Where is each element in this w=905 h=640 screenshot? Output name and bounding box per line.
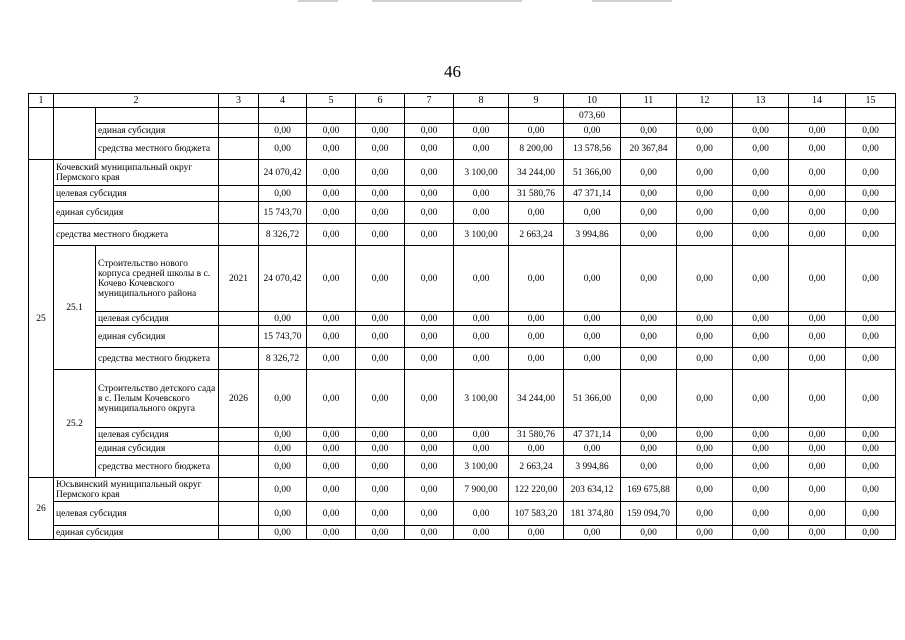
value-cell: 0,00 — [846, 526, 896, 540]
value-cell: 0,00 — [733, 456, 789, 478]
value-cell: 31 580,76 — [509, 186, 564, 202]
value-cell: 0,00 — [733, 442, 789, 456]
sub-number-cell — [54, 108, 96, 160]
empty-cell — [259, 108, 307, 124]
value-cell: 0,00 — [789, 428, 846, 442]
value-cell: 0,00 — [846, 326, 896, 348]
value-cell: 0,00 — [356, 442, 405, 456]
year-cell — [219, 428, 259, 442]
year-cell: 2021 — [219, 246, 259, 312]
value-cell: 0,00 — [677, 502, 733, 526]
value-cell: 0,00 — [356, 456, 405, 478]
value-cell: 3 100,00 — [454, 160, 509, 186]
column-header: 5 — [307, 94, 356, 108]
value-cell: 0,00 — [454, 502, 509, 526]
year-cell — [219, 326, 259, 348]
table-row — [29, 224, 896, 246]
value-cell: 0,00 — [454, 202, 509, 224]
value-cell: 0,00 — [454, 326, 509, 348]
value-cell: 0,00 — [564, 348, 621, 370]
value-cell: 0,00 — [259, 526, 307, 540]
value-cell: 0,00 — [356, 326, 405, 348]
empty-cell — [677, 108, 733, 124]
table-row — [29, 456, 896, 478]
value-cell: 0,00 — [307, 502, 356, 526]
value-cell: 0,00 — [307, 312, 356, 326]
value-cell: 0,00 — [677, 478, 733, 502]
value-cell: 0,00 — [677, 326, 733, 348]
value-cell: 0,00 — [677, 224, 733, 246]
table-row — [29, 526, 896, 540]
funding-label: целевая субсидия — [96, 312, 219, 326]
funding-label: единая субсидия — [96, 124, 219, 138]
year-cell — [219, 312, 259, 326]
funding-label: средства местного бюджета — [96, 348, 219, 370]
column-header: 8 — [454, 94, 509, 108]
value-cell: 0,00 — [789, 348, 846, 370]
table-row — [29, 348, 896, 370]
value-cell: 0,00 — [621, 370, 677, 428]
value-cell: 0,00 — [846, 246, 896, 312]
funding-label: единая субсидия — [54, 526, 219, 540]
value-cell: 15 743,70 — [259, 326, 307, 348]
column-header: 2 — [54, 94, 219, 108]
column-header: 14 — [789, 94, 846, 108]
value-cell: 0,00 — [454, 138, 509, 160]
year-cell — [219, 138, 259, 160]
value-cell: 0,00 — [621, 160, 677, 186]
year-cell — [219, 186, 259, 202]
object-name: Строительство нового корпуса средней школы в с. Кочево Кочевского муниципального района — [96, 246, 219, 312]
table-row — [29, 442, 896, 456]
sub-number-cell: 25.1 — [54, 246, 96, 370]
value-cell: 0,00 — [846, 202, 896, 224]
value-cell: 0,00 — [454, 526, 509, 540]
year-cell — [219, 160, 259, 186]
value-cell: 0,00 — [405, 186, 454, 202]
scan-edge-line — [372, 0, 522, 2]
value-cell: 0,00 — [509, 246, 564, 312]
value-cell: 0,00 — [307, 138, 356, 160]
value-cell: 107 583,20 — [509, 502, 564, 526]
value-cell: 0,00 — [307, 478, 356, 502]
value-cell: 0,00 — [846, 370, 896, 428]
funding-label: целевая субсидия — [96, 428, 219, 442]
value-cell: 0,00 — [356, 246, 405, 312]
budget-table — [28, 93, 896, 540]
scan-edge-line — [298, 0, 338, 2]
value-cell: 0,00 — [509, 202, 564, 224]
value-cell: 0,00 — [677, 442, 733, 456]
value-cell: 0,00 — [509, 526, 564, 540]
year-cell: 2026 — [219, 370, 259, 428]
value-cell: 8 326,72 — [259, 348, 307, 370]
value-cell: 0,00 — [307, 124, 356, 138]
municipality-name: Юсьвинский муниципальный округ Пермского края — [54, 478, 219, 502]
value-cell: 0,00 — [259, 442, 307, 456]
table-row — [29, 428, 896, 442]
value-cell: 2 663,24 — [509, 456, 564, 478]
column-header: 7 — [405, 94, 454, 108]
value-cell: 0,00 — [789, 478, 846, 502]
empty-cell — [219, 108, 259, 124]
value-cell: 0,00 — [307, 456, 356, 478]
funding-label: средства местного бюджета — [96, 138, 219, 160]
table-row — [29, 370, 896, 428]
funding-label: единая субсидия — [96, 442, 219, 456]
funding-label: единая субсидия — [54, 202, 219, 224]
value-cell: 0,00 — [307, 526, 356, 540]
value-cell: 0,00 — [259, 428, 307, 442]
value-cell: 0,00 — [733, 370, 789, 428]
value-cell: 0,00 — [621, 124, 677, 138]
year-cell — [219, 348, 259, 370]
column-header: 4 — [259, 94, 307, 108]
value-cell: 24 070,42 — [259, 246, 307, 312]
value-cell: 0,00 — [259, 124, 307, 138]
value-cell: 0,00 — [733, 428, 789, 442]
table-row — [29, 160, 896, 186]
value-cell: 0,00 — [677, 428, 733, 442]
value-cell: 0,00 — [307, 370, 356, 428]
value-cell: 0,00 — [846, 312, 896, 326]
value-cell: 0,00 — [677, 246, 733, 312]
table-row — [29, 478, 896, 502]
value-cell: 3 994,86 — [564, 224, 621, 246]
empty-cell — [307, 108, 356, 124]
value-cell: 3 100,00 — [454, 456, 509, 478]
table-row — [29, 246, 896, 312]
value-cell: 0,00 — [509, 312, 564, 326]
value-cell: 0,00 — [789, 312, 846, 326]
year-cell — [219, 224, 259, 246]
value-cell: 0,00 — [405, 138, 454, 160]
value-cell: 0,00 — [789, 160, 846, 186]
value-cell: 0,00 — [564, 526, 621, 540]
value-cell: 0,00 — [846, 502, 896, 526]
value-cell: 0,00 — [356, 478, 405, 502]
value-cell: 0,00 — [356, 202, 405, 224]
value-cell: 0,00 — [789, 456, 846, 478]
value-cell: 0,00 — [405, 202, 454, 224]
value-cell: 51 366,00 — [564, 160, 621, 186]
value-cell: 0,00 — [454, 348, 509, 370]
value-cell: 0,00 — [789, 186, 846, 202]
value-cell: 0,00 — [621, 348, 677, 370]
value-cell: 0,00 — [356, 186, 405, 202]
value-cell: 0,00 — [677, 456, 733, 478]
funding-label: целевая субсидия — [54, 186, 219, 202]
value-cell: 0,00 — [846, 224, 896, 246]
value-cell: 0,00 — [621, 428, 677, 442]
value-cell: 0,00 — [677, 160, 733, 186]
value-cell: 0,00 — [509, 326, 564, 348]
value-cell: 0,00 — [677, 138, 733, 160]
value-cell: 31 580,76 — [509, 428, 564, 442]
value-cell: 0,00 — [259, 138, 307, 160]
column-header: 10 — [564, 94, 621, 108]
value-cell: 0,00 — [733, 224, 789, 246]
value-cell: 0,00 — [356, 124, 405, 138]
value-cell: 0,00 — [454, 312, 509, 326]
value-cell: 0,00 — [846, 138, 896, 160]
value-cell: 0,00 — [677, 348, 733, 370]
value-cell: 0,00 — [356, 138, 405, 160]
value-cell: 0,00 — [789, 202, 846, 224]
year-cell — [219, 526, 259, 540]
value-cell: 0,00 — [259, 502, 307, 526]
table-row — [29, 312, 896, 326]
value-cell: 0,00 — [405, 312, 454, 326]
value-cell: 0,00 — [356, 428, 405, 442]
value-cell: 0,00 — [733, 312, 789, 326]
value-cell: 0,00 — [621, 526, 677, 540]
row-number-cell: 25 — [29, 160, 54, 478]
value-cell: 20 367,84 — [621, 138, 677, 160]
column-header: 1 — [29, 94, 54, 108]
empty-cell — [789, 108, 846, 124]
funding-label: средства местного бюджета — [54, 224, 219, 246]
value-cell: 0,00 — [621, 224, 677, 246]
value-cell: 0,00 — [307, 442, 356, 456]
value-cell: 0,00 — [621, 202, 677, 224]
empty-cell — [509, 108, 564, 124]
empty-cell — [846, 108, 896, 124]
value-cell: 0,00 — [677, 202, 733, 224]
value-cell: 0,00 — [564, 326, 621, 348]
value-cell: 0,00 — [405, 326, 454, 348]
value-cell: 0,00 — [405, 348, 454, 370]
value-cell: 0,00 — [789, 370, 846, 428]
column-header: 9 — [509, 94, 564, 108]
value-cell: 0,00 — [454, 246, 509, 312]
value-cell: 0,00 — [405, 428, 454, 442]
value-cell: 0,00 — [405, 456, 454, 478]
column-header: 3 — [219, 94, 259, 108]
value-cell: 3 100,00 — [454, 224, 509, 246]
value-cell: 15 743,70 — [259, 202, 307, 224]
value-cell: 0,00 — [733, 124, 789, 138]
value-cell: 0,00 — [621, 442, 677, 456]
value-cell: 0,00 — [405, 442, 454, 456]
value-cell: 0,00 — [307, 186, 356, 202]
funding-label: целевая субсидия — [54, 502, 219, 526]
value-cell: 0,00 — [846, 428, 896, 442]
value-cell: 0,00 — [733, 526, 789, 540]
value-cell: 0,00 — [846, 478, 896, 502]
value-cell: 0,00 — [846, 186, 896, 202]
value-cell: 0,00 — [454, 442, 509, 456]
value-cell: 24 070,42 — [259, 160, 307, 186]
table-row — [29, 138, 896, 160]
value-cell: 0,00 — [405, 224, 454, 246]
empty-cell — [405, 108, 454, 124]
value-cell: 0,00 — [677, 186, 733, 202]
year-cell — [219, 202, 259, 224]
value-cell: 203 634,12 — [564, 478, 621, 502]
value-cell: 0,00 — [677, 124, 733, 138]
value-cell: 0,00 — [564, 246, 621, 312]
value-cell: 181 374,80 — [564, 502, 621, 526]
year-cell — [219, 478, 259, 502]
value-cell: 169 675,88 — [621, 478, 677, 502]
empty-cell — [356, 108, 405, 124]
value-cell: 0,00 — [733, 186, 789, 202]
value-cell: 0,00 — [356, 348, 405, 370]
value-cell: 0,00 — [259, 312, 307, 326]
value-cell: 0,00 — [454, 428, 509, 442]
value-cell: 0,00 — [405, 124, 454, 138]
value-cell: 0,00 — [733, 202, 789, 224]
value-cell: 0,00 — [307, 246, 356, 312]
value-cell: 0,00 — [733, 502, 789, 526]
value-cell: 0,00 — [733, 246, 789, 312]
value-cell: 0,00 — [509, 442, 564, 456]
value-cell: 0,00 — [846, 124, 896, 138]
year-cell — [219, 124, 259, 138]
value-cell: 0,00 — [789, 138, 846, 160]
column-header: 15 — [846, 94, 896, 108]
value-cell: 8 326,72 — [259, 224, 307, 246]
empty-cell — [621, 108, 677, 124]
value-cell: 0,00 — [307, 348, 356, 370]
value-cell: 3 994,86 — [564, 456, 621, 478]
value-cell: 47 371,14 — [564, 428, 621, 442]
value-cell: 0,00 — [509, 124, 564, 138]
value-cell: 0,00 — [356, 312, 405, 326]
value-cell: 0,00 — [846, 442, 896, 456]
value-cell: 0,00 — [307, 160, 356, 186]
value-cell: 0,00 — [564, 312, 621, 326]
value-cell: 0,00 — [259, 186, 307, 202]
value-cell: 073,60 — [564, 108, 621, 124]
value-cell: 0,00 — [733, 478, 789, 502]
value-cell: 0,00 — [789, 224, 846, 246]
value-cell: 0,00 — [307, 224, 356, 246]
value-cell: 0,00 — [789, 124, 846, 138]
value-cell: 0,00 — [405, 246, 454, 312]
funding-label: единая субсидия — [96, 326, 219, 348]
value-cell: 159 094,70 — [621, 502, 677, 526]
value-cell: 0,00 — [259, 478, 307, 502]
table-row — [29, 202, 896, 224]
value-cell: 0,00 — [621, 186, 677, 202]
value-cell: 0,00 — [405, 370, 454, 428]
header-row — [29, 94, 896, 108]
value-cell: 0,00 — [405, 160, 454, 186]
value-cell: 0,00 — [846, 160, 896, 186]
year-cell — [219, 442, 259, 456]
value-cell: 0,00 — [564, 124, 621, 138]
value-cell: 51 366,00 — [564, 370, 621, 428]
value-cell: 0,00 — [789, 502, 846, 526]
value-cell: 0,00 — [621, 312, 677, 326]
funding-label: средства местного бюджета — [96, 456, 219, 478]
value-cell: 0,00 — [733, 348, 789, 370]
row-number-cell — [29, 108, 54, 160]
value-cell: 0,00 — [405, 478, 454, 502]
row-number-cell: 26 — [29, 478, 54, 540]
value-cell: 0,00 — [356, 224, 405, 246]
sub-number-cell: 25.2 — [54, 370, 96, 478]
value-cell: 0,00 — [621, 456, 677, 478]
municipality-name: Кочевский муниципальный округ Пермского края — [54, 160, 219, 186]
value-cell: 0,00 — [307, 428, 356, 442]
value-cell: 0,00 — [789, 326, 846, 348]
value-cell: 7 900,00 — [454, 478, 509, 502]
value-cell: 122 220,00 — [509, 478, 564, 502]
value-cell: 0,00 — [789, 526, 846, 540]
value-cell: 0,00 — [454, 124, 509, 138]
value-cell: 0,00 — [677, 312, 733, 326]
table-row — [29, 124, 896, 138]
value-cell: 0,00 — [564, 202, 621, 224]
value-cell: 8 200,00 — [509, 138, 564, 160]
value-cell: 0,00 — [356, 370, 405, 428]
value-cell: 0,00 — [307, 326, 356, 348]
table-row — [29, 326, 896, 348]
table-row — [29, 108, 896, 124]
value-cell: 3 100,00 — [454, 370, 509, 428]
value-cell: 13 578,56 — [564, 138, 621, 160]
value-cell: 0,00 — [621, 326, 677, 348]
value-cell: 0,00 — [259, 456, 307, 478]
table-row — [29, 186, 896, 202]
empty-cell — [454, 108, 509, 124]
value-cell: 0,00 — [677, 370, 733, 428]
value-cell: 0,00 — [733, 160, 789, 186]
value-cell: 0,00 — [733, 326, 789, 348]
empty-cell — [733, 108, 789, 124]
value-cell: 0,00 — [789, 246, 846, 312]
value-cell: 0,00 — [509, 348, 564, 370]
object-name: Строительство детского сада в с. Пелым Кочевского муниципального округа — [96, 370, 219, 428]
scan-edge-line — [592, 0, 672, 2]
empty-cell — [96, 108, 219, 124]
value-cell: 0,00 — [259, 370, 307, 428]
value-cell: 0,00 — [846, 348, 896, 370]
year-cell — [219, 502, 259, 526]
value-cell: 2 663,24 — [509, 224, 564, 246]
value-cell: 0,00 — [356, 526, 405, 540]
column-header: 13 — [733, 94, 789, 108]
column-header: 6 — [356, 94, 405, 108]
value-cell: 0,00 — [405, 526, 454, 540]
page-number: 46 — [444, 62, 461, 81]
value-cell: 0,00 — [356, 502, 405, 526]
value-cell: 0,00 — [564, 442, 621, 456]
value-cell: 0,00 — [454, 186, 509, 202]
value-cell: 0,00 — [677, 526, 733, 540]
column-header: 12 — [677, 94, 733, 108]
value-cell: 0,00 — [356, 160, 405, 186]
value-cell: 0,00 — [789, 442, 846, 456]
value-cell: 0,00 — [405, 502, 454, 526]
table-row — [29, 502, 896, 526]
value-cell: 0,00 — [733, 138, 789, 160]
value-cell: 0,00 — [846, 456, 896, 478]
value-cell: 47 371,14 — [564, 186, 621, 202]
year-cell — [219, 456, 259, 478]
value-cell: 34 244,00 — [509, 160, 564, 186]
value-cell: 0,00 — [621, 246, 677, 312]
value-cell: 0,00 — [307, 202, 356, 224]
value-cell: 34 244,00 — [509, 370, 564, 428]
column-header: 11 — [621, 94, 677, 108]
